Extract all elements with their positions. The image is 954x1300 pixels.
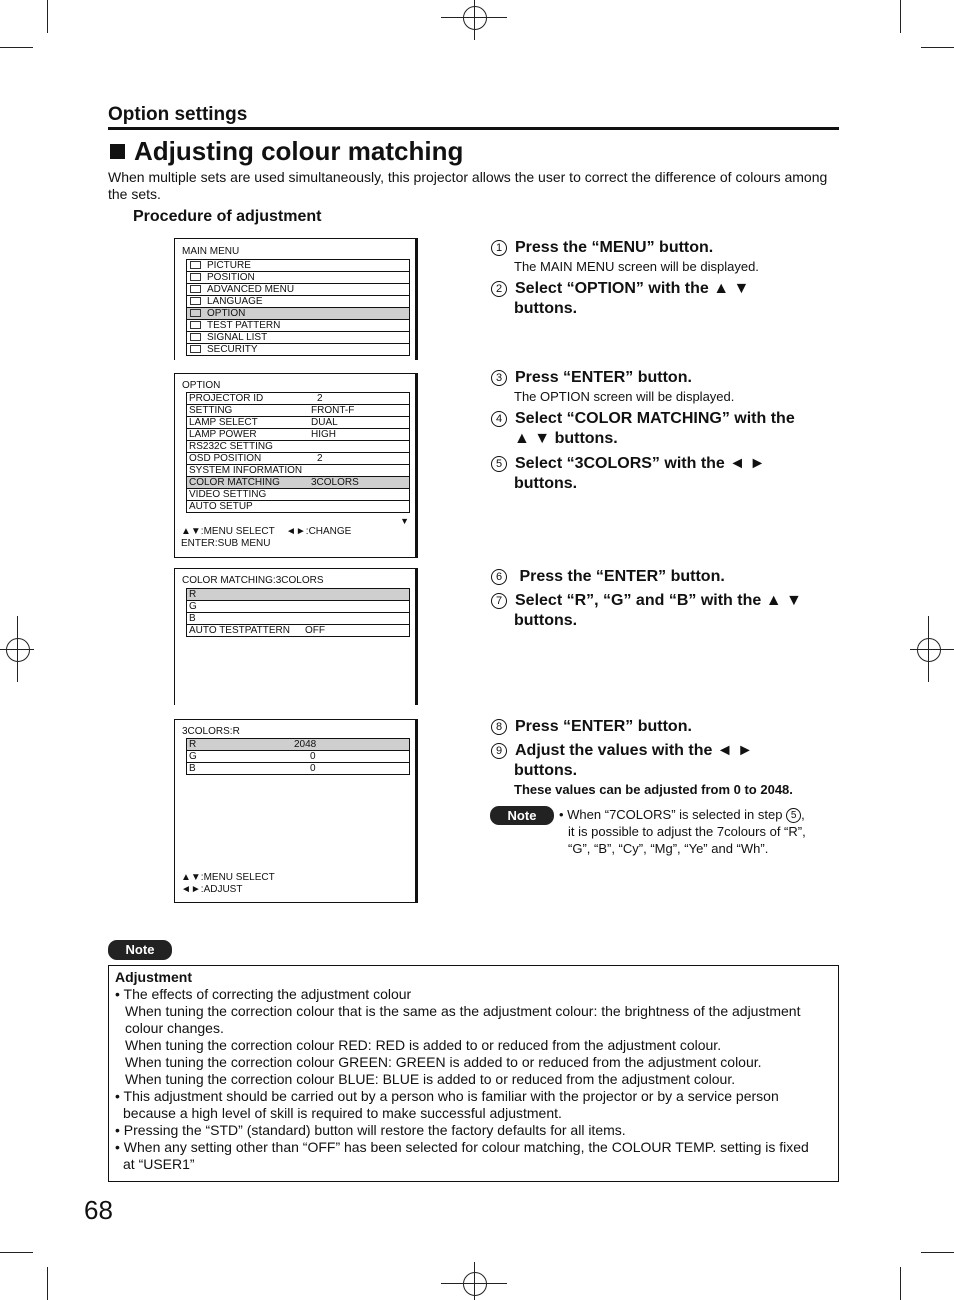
- step-1-note: The MAIN MENU screen will be displayed.: [514, 259, 759, 274]
- option-menu-title: OPTION: [182, 380, 221, 391]
- menu-shadow: [415, 568, 417, 705]
- menu-row[interactable]: [187, 332, 409, 344]
- crop-mark: [900, 1267, 901, 1300]
- section-rule: [108, 127, 839, 130]
- option-footer-submenu: ENTER:SUB MENU: [181, 538, 271, 549]
- step-7: 7 Select “R”, “G” and “B” with the ▲ ▼ buttons.: [491, 591, 802, 631]
- note-line: When tuning the correction colour that is the same as the adjustment colour: the brightness of the adjustment: [125, 1003, 801, 1019]
- rgb-adjust-list: [186, 738, 410, 775]
- rgb-adjust-title: 3COLORS:R: [182, 726, 240, 737]
- menu-row[interactable]: [187, 453, 409, 465]
- menu-item-icon: [190, 273, 201, 281]
- note-line: • Pressing the “STD” (standard) button will restore the factory defaults for all items.: [115, 1122, 626, 1138]
- menu-row-value: 0: [310, 751, 316, 762]
- menu-row[interactable]: [187, 296, 409, 308]
- procedure-label: Procedure of adjustment: [133, 208, 322, 225]
- menu-row-label: AUTO TESTPATTERN: [189, 625, 290, 636]
- menu-row[interactable]: [187, 260, 409, 272]
- menu-row-label: OSD POSITION: [189, 453, 262, 464]
- main-menu-title: MAIN MENU: [182, 246, 240, 257]
- menu-row[interactable]: [187, 751, 409, 763]
- menu-row[interactable]: [187, 429, 409, 441]
- color-matching-title: COLOR MATCHING:3COLORS: [182, 575, 324, 586]
- menu-row-label: B: [189, 763, 196, 774]
- menu-row-label: COLOR MATCHING: [189, 477, 280, 488]
- menu-row-label: AUTO SETUP: [189, 501, 253, 512]
- step-3-note: The OPTION screen will be displayed.: [514, 389, 735, 404]
- menu-row[interactable]: [187, 405, 409, 417]
- step-6: 6 Press the “ENTER” button.: [491, 567, 725, 587]
- menu-shadow: [415, 719, 417, 903]
- step-8: 8 Press “ENTER” button.: [491, 717, 692, 737]
- crop-mark: [47, 0, 48, 33]
- menu-row-label: R: [189, 739, 197, 750]
- step-9: 9 Adjust the values with the ◄ ► buttons.: [491, 741, 753, 781]
- rgb-adjust-screen: [174, 719, 418, 903]
- step-3: 3 Press “ENTER” button.: [491, 368, 692, 388]
- adjustment-note-box: [108, 965, 839, 1182]
- menu-row-label: SYSTEM INFORMATION: [189, 465, 303, 476]
- color-matching-list: [186, 588, 410, 637]
- intro-text: When multiple sets are used simultaneously, this projector allows the user to correct the difference of colours among the sets.: [108, 169, 828, 202]
- note-line: • This adjustment should be carried out by a person who is familiar with the projector or by a service person: [115, 1088, 779, 1104]
- menu-row-value: HIGH: [311, 429, 336, 440]
- note-line: When tuning the correction colour RED: RED is added to or reduced from the adjustment colour.: [125, 1037, 722, 1053]
- step-1: 1 Press the “MENU” button.: [491, 238, 713, 258]
- menu-row-label: ADVANCED MENU: [207, 284, 295, 295]
- menu-row-label: B: [189, 613, 196, 624]
- menu-row-label: TEST PATTERN: [207, 320, 281, 331]
- menu-row-label: LAMP SELECT: [189, 417, 258, 428]
- main-menu-screen: [174, 238, 418, 360]
- step-9-note: These values can be adjusted from 0 to 2048.: [514, 782, 793, 797]
- menu-row[interactable]: [187, 417, 409, 429]
- crop-mark: [900, 0, 901, 33]
- option-menu-screen: [174, 373, 418, 558]
- menu-row[interactable]: [187, 308, 409, 320]
- section-title: Option settings: [108, 104, 248, 125]
- menu-row-value: 2048: [294, 739, 317, 750]
- menu-row-label: OPTION: [207, 308, 246, 319]
- menu-row-label: VIDEO SETTING: [189, 489, 267, 500]
- menu-row-label: PICTURE: [207, 260, 251, 271]
- menu-row-value: 0: [310, 763, 316, 774]
- menu-row-label: SETTING: [189, 405, 233, 416]
- crop-mark: [0, 1252, 33, 1253]
- menu-row[interactable]: [187, 601, 409, 613]
- main-menu-list: [186, 259, 410, 356]
- menu-row[interactable]: [187, 272, 409, 284]
- note-line: colour changes.: [125, 1020, 224, 1036]
- menu-row-value: DUAL: [311, 417, 338, 428]
- page-number: 68: [84, 1195, 113, 1225]
- note-line: When tuning the correction colour BLUE: BLUE is added to or reduced from the adjustment colour.: [125, 1071, 736, 1087]
- menu-row-value: OFF: [305, 625, 325, 636]
- menu-item-icon: [190, 261, 201, 269]
- menu-row[interactable]: [187, 393, 409, 405]
- menu-row[interactable]: [187, 344, 409, 355]
- color-matching-screen: [174, 568, 418, 705]
- page-title: [110, 136, 463, 167]
- menu-row-label: POSITION: [207, 272, 255, 283]
- menu-shadow: [415, 373, 417, 558]
- option-menu-list: [186, 392, 410, 513]
- note-badge: Note: [490, 806, 554, 825]
- menu-row[interactable]: [187, 284, 409, 296]
- note-line: • The effects of correcting the adjustment colour: [115, 986, 412, 1002]
- menu-item-icon: [190, 285, 201, 293]
- menu-row[interactable]: [187, 465, 409, 477]
- menu-row[interactable]: [187, 489, 409, 501]
- menu-item-icon: [190, 333, 201, 341]
- option-footer-change: ◄►:CHANGE: [286, 526, 352, 537]
- crop-mark: [921, 47, 954, 48]
- menu-row-value: 2: [317, 453, 323, 464]
- menu-row[interactable]: [187, 320, 409, 332]
- crop-mark: [47, 1267, 48, 1300]
- menu-row-label: G: [189, 751, 197, 762]
- page-title-text: Adjusting colour matching: [134, 136, 464, 166]
- menu-row[interactable]: [187, 501, 409, 512]
- note-badge-bottom: Note: [108, 940, 172, 960]
- scroll-down-icon: ▼: [400, 516, 409, 526]
- menu-row-label: SIGNAL LIST: [207, 332, 268, 343]
- menu-row-value: 3COLORS: [311, 477, 359, 488]
- menu-row-label: SECURITY: [207, 344, 258, 355]
- menu-shadow: [415, 238, 417, 360]
- menu-row[interactable]: [187, 739, 409, 751]
- menu-row-label: PROJECTOR ID: [189, 393, 264, 404]
- note-line: because a high level of skill is required to make successful adjustment.: [123, 1105, 562, 1121]
- rgb-footer-select: ▲▼:MENU SELECT: [181, 872, 275, 883]
- menu-row-label: LANGUAGE: [207, 296, 263, 307]
- menu-item-icon: [190, 345, 201, 353]
- adjustment-note-title: Adjustment: [115, 969, 192, 985]
- crop-mark: [921, 1252, 954, 1253]
- menu-row[interactable]: [187, 763, 409, 774]
- menu-row-label: RS232C SETTING: [189, 441, 273, 452]
- menu-row-label: R: [189, 589, 197, 600]
- menu-row[interactable]: [187, 613, 409, 625]
- menu-row-label: LAMP POWER: [189, 429, 257, 440]
- menu-item-icon: [190, 321, 201, 329]
- menu-row[interactable]: [187, 625, 409, 636]
- option-footer-select: ▲▼:MENU SELECT: [181, 526, 275, 537]
- step-4: 4 Select “COLOR MATCHING” with the ▲ ▼ buttons.: [491, 409, 795, 449]
- menu-row[interactable]: [187, 477, 409, 489]
- menu-row-label: G: [189, 601, 197, 612]
- note-line: When tuning the correction colour GREEN: GREEN is added to or reduced from the adjustment colour.: [125, 1054, 762, 1070]
- side-note: • When “7COLORS” is selected in step 5 , it is possible to adjust the 7colours of “R”, “G”, “B”, “Cy”, “Mg”, “Ye” and “Wh”.: [559, 807, 806, 856]
- note-line: at “USER1”: [123, 1156, 195, 1172]
- rgb-footer-adjust: ◄►:ADJUST: [181, 884, 243, 895]
- menu-row-value: FRONT-F: [311, 405, 355, 416]
- step-ref-5: 5: [786, 808, 801, 823]
- step-2: 2 Select “OPTION” with the ▲ ▼ buttons.: [491, 279, 749, 319]
- menu-row[interactable]: [187, 589, 409, 601]
- crop-mark: [0, 47, 33, 48]
- bullet-square-icon: [110, 144, 125, 159]
- menu-item-icon: [190, 297, 201, 305]
- step-5: 5 Select “3COLORS” with the ◄ ► buttons.: [491, 454, 765, 494]
- menu-row[interactable]: [187, 441, 409, 453]
- menu-row-value: 2: [317, 393, 323, 404]
- note-line: • When any setting other than “OFF” has been selected for colour matching, the COLOUR TEMP. setting is fixed: [115, 1139, 809, 1155]
- menu-item-icon: [190, 309, 201, 317]
